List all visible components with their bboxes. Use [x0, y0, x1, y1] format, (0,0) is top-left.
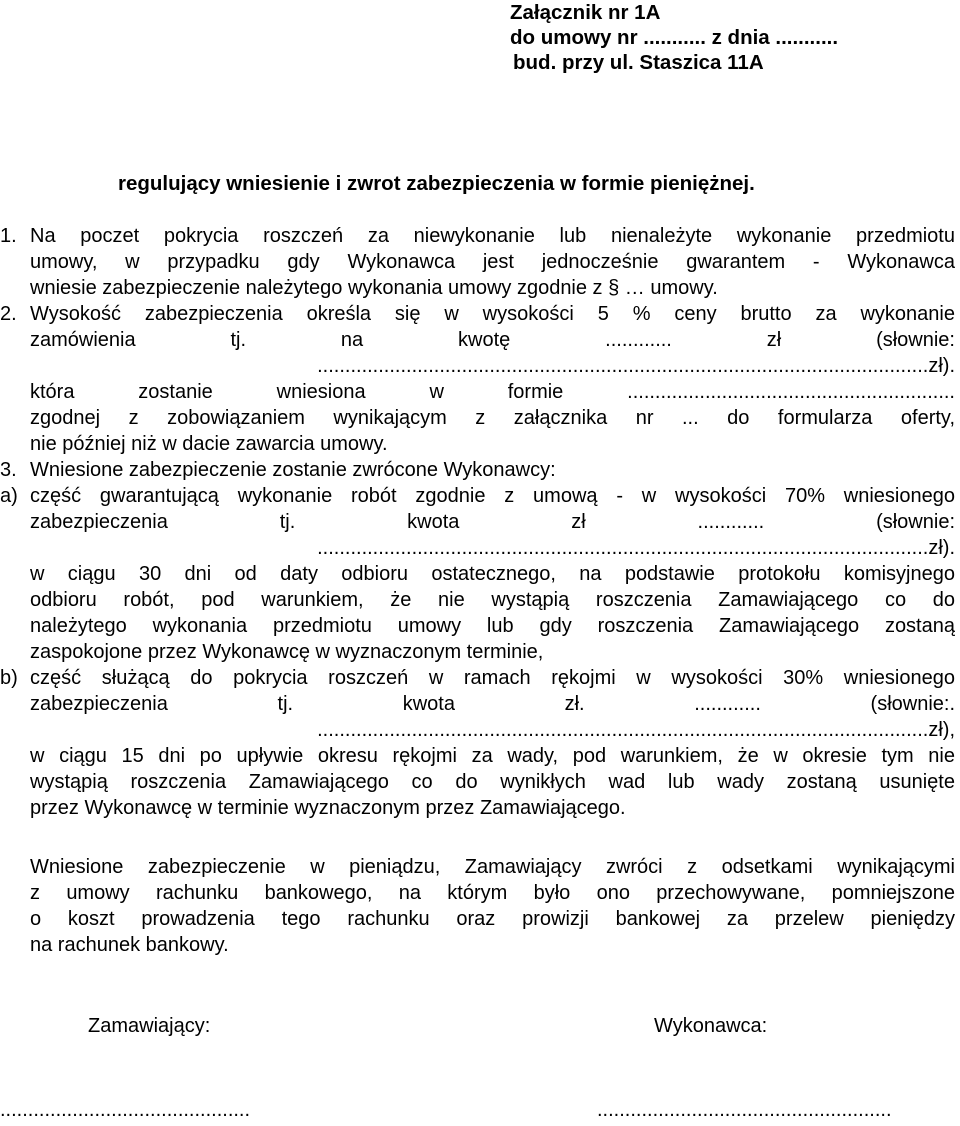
item-b-line-6: przez Wykonawcę w terminie wyznaczonym przez Zamawiającego.: [30, 797, 626, 819]
section-2-line-6: nie później niż w dacie zawarcia umowy.: [30, 433, 388, 455]
final-paragraph-line-2: z umowy rachunku bankowego, na którym było ono przechowywane, pomniejszone: [30, 882, 955, 904]
section-1-number: 1.: [0, 225, 17, 247]
building-address: bud. przy ul. Staszica 11A: [513, 51, 764, 74]
attachment-number: Załącznik nr 1A: [510, 1, 661, 24]
contractor-signature-label: Wykonawca:: [654, 1015, 768, 1037]
item-a-line-2: zabezpieczenia tj. kwota zł ............ (słownie:: [30, 511, 955, 533]
contractor-signature-line: .....................................................: [597, 1099, 892, 1121]
section-3-line-1: 3. Wniesione zabezpieczenie zostanie zwrócone Wykonawcy:: [0, 459, 556, 481]
item-a-line-5: odbioru robót, pod warunkiem, że nie wystąpią roszczenia Zamawiającego co do: [30, 589, 955, 611]
section-1-line-3: wniesie zabezpieczenie należytego wykonania umowy zgodnie z § … umowy.: [30, 277, 718, 299]
item-b-marker: b): [0, 667, 18, 689]
item-a-line-7: zaspokojone przez Wykonawcę w wyznaczonym terminie,: [30, 641, 544, 663]
item-a-line-6: należytego wykonania przedmiotu umowy lub gdy roszczenia Zamawiającego zostaną: [30, 615, 955, 637]
section-2-line-1: 2. Wysokość zabezpieczenia określa się w wysokości 5 % ceny brutto za wykonanie: [0, 303, 955, 325]
document-title: regulujący wniesienie i zwrot zabezpieczenia w formie pieniężnej.: [118, 172, 755, 195]
section-2-line-5: zgodnej z zobowiązaniem wynikającym z załącznika nr ... do formularza oferty,: [30, 407, 955, 429]
section-2-line-3: ..............................................................................................................zł).: [317, 355, 955, 377]
client-signature-label: Zamawiający:: [88, 1015, 211, 1037]
attachment-header: [510, 0, 838, 75]
client-signature-line: .............................................: [0, 1099, 251, 1121]
item-a-marker: a): [0, 485, 18, 507]
section-2-line-2: zamówienia tj. na kwotę ............ zł (słownie:: [30, 329, 955, 351]
item-a-line-4: w ciągu 30 dni od daty odbioru ostatecznego, na podstawie protokołu komisyjnego: [30, 563, 955, 585]
contract-reference: do umowy nr ........... z dnia ...........: [510, 26, 839, 49]
final-paragraph-line-1: Wniesione zabezpieczenie w pieniądzu, Zamawiający zwróci z odsetkami wynikającymi: [30, 856, 955, 878]
item-a-line-3: ..............................................................................................................zł).: [317, 537, 955, 559]
final-paragraph-line-4: na rachunek bankowy.: [30, 934, 229, 956]
item-a-line-1: a) część gwarantującą wykonanie robót zgodnie z umową - w wysokości 70% wniesionego: [0, 485, 955, 507]
section-3-number: 3.: [0, 459, 17, 481]
item-b-line-2: zabezpieczenia tj. kwota zł. ............ (słownie:.: [30, 693, 955, 715]
section-2-line-4: która zostanie wniesiona w formie ...........................................................: [30, 381, 955, 403]
item-b-line-3: ..............................................................................................................zł),: [317, 719, 955, 741]
section-2-number: 2.: [0, 303, 17, 325]
item-b-line-4: w ciągu 15 dni po upływie okresu rękojmi za wady, pod warunkiem, że w okresie tym nie: [30, 745, 955, 767]
item-b-line-1: b) część służącą do pokrycia roszczeń w ramach rękojmi w wysokości 30% wniesionego: [0, 667, 955, 689]
item-b-line-5: wystąpią roszczenia Zamawiającego co do wynikłych wad lub wady zostaną usunięte: [30, 771, 955, 793]
final-paragraph-line-3: o koszt prowadzenia tego rachunku oraz prowizji bankowej za przelew pieniędzy: [30, 908, 955, 930]
section-1-line-2: umowy, w przypadku gdy Wykonawca jest jednocześnie gwarantem - Wykonawca: [30, 251, 955, 273]
section-1-line-1: 1. Na poczet pokrycia roszczeń za niewykonanie lub nienależyte wykonanie przedmiotu: [0, 225, 955, 247]
